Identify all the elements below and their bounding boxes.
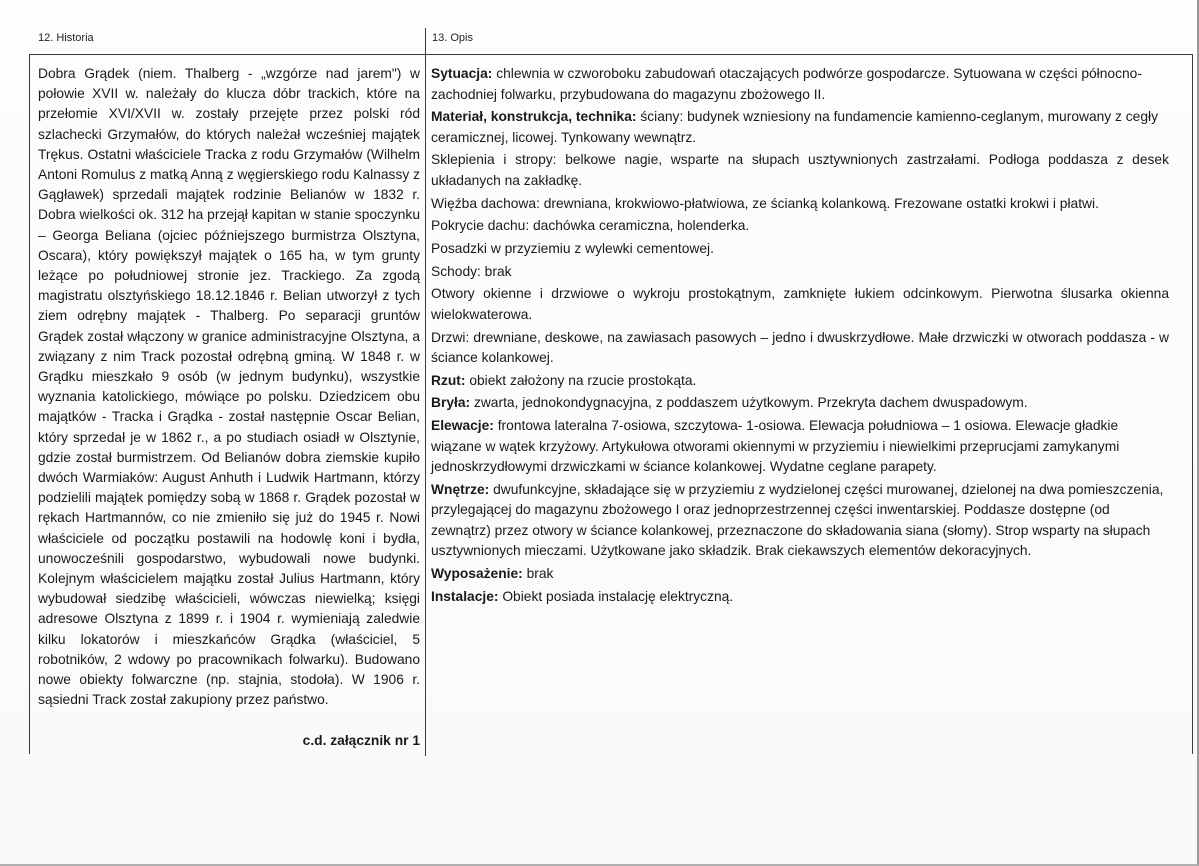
column-divider: [425, 28, 426, 756]
desc-row-stairs: [431, 262, 1169, 283]
desc-label: Elewacje:: [431, 418, 494, 434]
description-section-header: 13. Opis: [432, 32, 473, 44]
desc-row-situation: [431, 64, 1169, 105]
history-column: [38, 64, 420, 711]
desc-text: chlewnia w czworoboku zabudowań otaczających podwórze gospodarcze. Sytuowana w części północno-zachodniej folwarku, przybudowana do magazynu zbożowego II.: [431, 66, 1142, 102]
description-column: [431, 64, 1169, 609]
desc-text: Sklepienia i stropy: belkowe nagie, wsparte na słupach usztywnionych zastrzałami. Podłoga poddasza z desek układanych na zakładkę.: [431, 152, 1169, 188]
desc-text: brak: [522, 565, 554, 581]
desc-label: Wnętrze:: [431, 481, 490, 497]
desc-row-roof-truss: [431, 194, 1169, 215]
desc-text: obiekt założony na rzucie prostokąta.: [465, 372, 697, 388]
desc-label: Bryła:: [431, 395, 471, 411]
desc-row-equipment: [431, 564, 1169, 585]
desc-label: Rzut:: [431, 372, 466, 388]
desc-text: frontowa lateralna 7-osiowa, szczytowa- 1-osiowa. Elewacja południowa – 1 osiowa. Elewacje gładkie wiązane w wątek krzyżowy. Artykułowa otworami okiennymi w przyziemiu i niewielkimi przeprucjami zamykanymi jednoskrzydłowymi drzwiczkami w ściance kolankowej. Wydatne ceglane parapety.: [431, 418, 1120, 475]
desc-text: dwufunkcyjne, składające się w przyziemiu z wydzielonej części murowanej, dzielonej na dwa pomieszczenia, przylegającej do magazynu zbożowego I oraz jednoprzestrzennej części inwentarskiej. Poddasze dostępne (od zewnątrz) przez otwory w ściance kolankowej, przeznaczone do składowania siana (słomy). Strop wsparty na słupach usztywnionych mieczami. Użytkowane jako składzik. Brak ciekawszych elementów dekoracyjnych.: [431, 481, 1164, 559]
desc-row-floors: [431, 239, 1169, 260]
desc-text: Więźba dachowa: drewniana, krokwiowo-płatwiowa, ze ścianką kolankową. Frezowane ostatki krokwi i płatwi.: [431, 195, 1099, 211]
desc-label: Instalacje:: [431, 588, 499, 604]
desc-row-openings: [431, 284, 1169, 325]
table-left-border: [29, 54, 30, 754]
desc-text: ściany: budynek wzniesiony na fundamencie kamienno-ceglanym, murowany z cegły ceramicznej, licowej. Tynkowany wewnątrz.: [431, 109, 1158, 145]
desc-row-doors: [431, 328, 1169, 369]
desc-label: Sytuacja:: [431, 66, 493, 81]
table-right-border: [1192, 54, 1193, 754]
desc-text: Drzwi: drewniane, deskowe, na zawiasach pasowych – jedno i dwuskrzydłowe. Małe drzwiczki w otworach poddasza - w ściance kolankowej.: [431, 329, 1169, 365]
desc-text: zwarta, jednokondygnacyjna, z poddaszem użytkowym. Przekryta dachem dwuspadowym.: [470, 395, 1028, 411]
desc-text: Pokrycie dachu: dachówka ceramiczna, holenderka.: [431, 218, 750, 234]
history-text: Dobra Grądek (niem. Thalberg - „wzgórze nad jarem") w połowie XVII w. należały do klucza dóbr trackich, które na przełomie XVI/XVII w. zostały przejęte przez polski ród szlachecki Grzymałów, do których należał wcześniej majątek Trękus. Ostatni właściciele Tracka z rodu Grzymałów (Wilhelm Antoni Romulus z matką Anną z węgierskiego rodu Kalnassy z Gągławek) sprzedali majątek rodzinie Belianów w 1832 r. Dobra wielkości ok. 312 ha przejął kapitan w stanie spoczynku – Georga Beliana (ojciec późniejszego burmistrza Olsztyna, Oscara), który powiększył majątek o 165 ha, w tym grunty leżące po południowej stronie jez. Trackiego. Za zgodą magistratu olsztyńskiego 18.12.1846 r. Belian utworzył z tych ziem odrębny majątek - Thalberg. Po separacji gruntów Grądek został włączony w granice administracyjne Olsztyna, a związany z nim Track pozostał odrębną gminą. W 1848 r. w Grądku mieszkało 9 osób (w jednym budynku), wszystkie wyznania katolickiego, mówiące po polsku. Dziedzicem obu majątków - Tracka i Grądka - został następnie Oscar Belian, który sprzedał je w 1862 r., a po studiach osiadł w Olsztynie, gdzie został burmistrzem. Od Belianów dobra ziemskie kupiło dwóch Warmiaków: August Anhuth i Ludwik Hartmann, którzy podzielili majątek pomiędzy sobą w 1868 r. Grądek pozostał w rękach Hartmannów, co nie zmieniło się już do 1945 r. Nowi właściciele od początku postawili na hodowlę koni i bydła, unowocześnili gospodarstwo, wybudowali nowe budynki. Kolejnym właścicielem majątku został Julius Hartmann, który wybudował siedzibę właścicieli, wówczas niewielką; księgi adresowe Olsztyna z 1899 r. i 1904 r. wymieniają zaledwie kilku lokatorów i mieszkańców Grądka (właściciel, 5 robotników, 2 wdowy po pracownikach folwarku). Budowano nowe obiekty folwarczne (np. stajnia, stodoła). W 1906 r. sąsiedni Track został zakupiony przez państwo.: [38, 66, 420, 708]
desc-row-material: [431, 107, 1169, 148]
desc-text: Posadzki w przyziemiu z wylewki cementowej.: [431, 240, 714, 256]
desc-row-roofing: [431, 216, 1169, 237]
continued-note: c.d. załącznik nr 1: [302, 733, 420, 748]
desc-text: Otwory okienne i drzwiowe o wykroju prostokątnym, zamknięte łukiem odcinkowym. Pierwotna ślusarka okienna wielokwaterowa.: [431, 286, 1169, 322]
desc-text: Obiekt posiada instalację elektryczną.: [498, 588, 734, 604]
desc-row-body: [431, 393, 1169, 414]
desc-text: Schody: brak: [431, 263, 512, 279]
desc-row-installations: [431, 587, 1169, 608]
desc-label: Materiał, konstrukcja, technika:: [431, 109, 637, 125]
table-top-border: [29, 54, 1192, 55]
desc-row-elevations: [431, 416, 1169, 478]
desc-row-ceilings: [431, 150, 1169, 191]
desc-row-plan: [431, 371, 1169, 392]
desc-row-interior: [431, 480, 1169, 562]
desc-label: Wyposażenie:: [431, 565, 523, 581]
history-section-header: 12. Historia: [38, 32, 94, 44]
